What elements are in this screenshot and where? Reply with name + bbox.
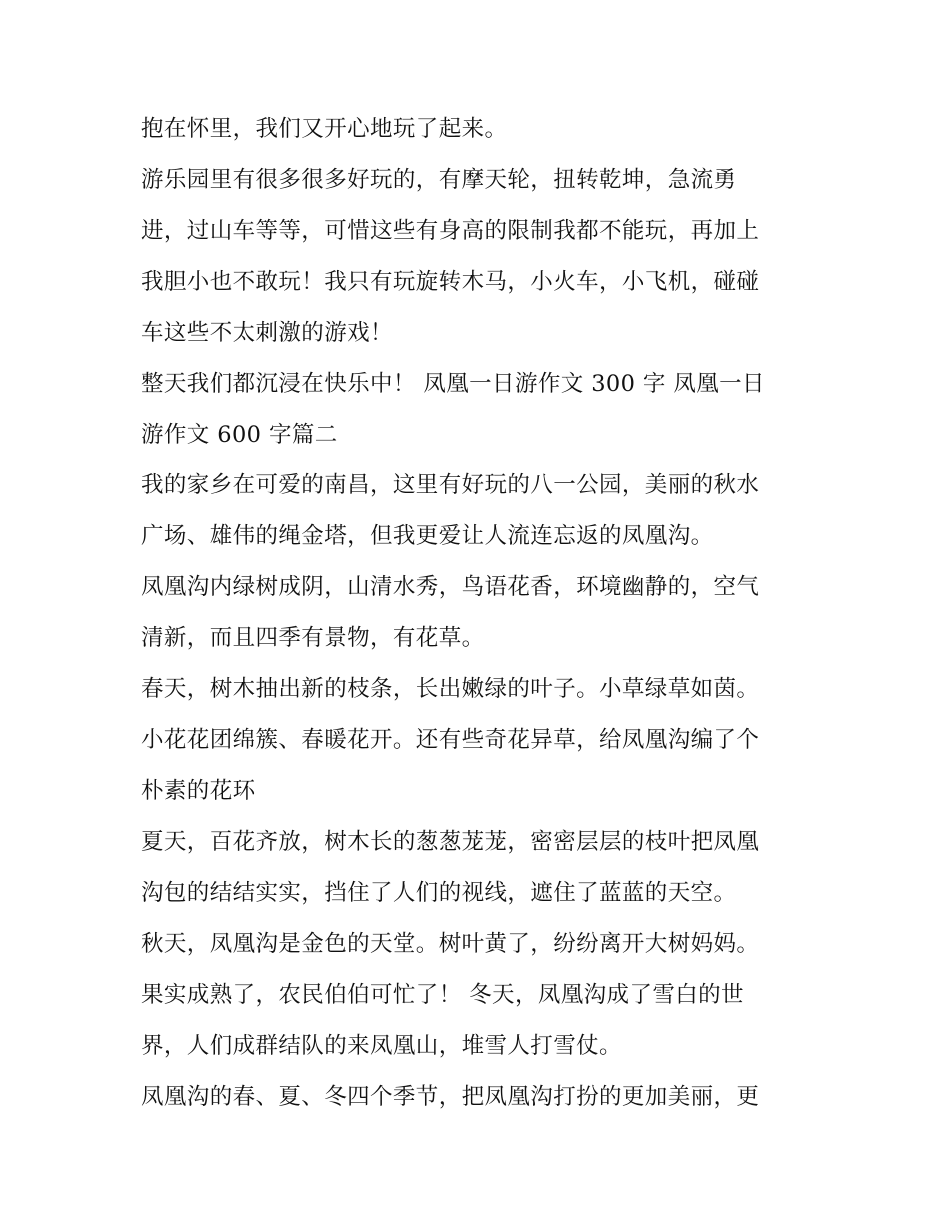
text-line: 进，过山车等等，可惜这些有身高的限制我都不能玩，再加上	[141, 218, 760, 244]
text-line: 凤凰沟的春、夏、冬四个季节，把凤凰沟打扮的更加美丽，更	[141, 1084, 760, 1110]
text-line: 小花花团绵簇、春暖花开。还有些奇花异草，给凤凰沟编了个	[141, 727, 760, 753]
text-line: 我的家乡在可爱的南昌，这里有好玩的八一公园，美丽的秋水	[141, 472, 760, 498]
text-line: 清新，而且四季有景物，有花草。	[141, 625, 485, 651]
text-line: 朴素的花环	[141, 778, 256, 804]
text-line: 车这些不太刺激的游戏！	[141, 320, 393, 346]
text-line: 广场、雄伟的绳金塔，但我更爱让人流连忘返的凤凰沟。	[141, 523, 714, 549]
text-line: 秋天，凤凰沟是金色的天堂。树叶黄了，纷纷离开大树妈妈。	[141, 931, 760, 957]
text-line: 游作文 600 字篇二	[141, 422, 338, 448]
text-line: 抱在怀里，我们又开心地玩了起来。	[141, 116, 508, 142]
text-line: 果实成熟了，农民伯伯可忙了！ 冬天，凤凰沟成了雪白的世	[141, 982, 744, 1008]
text-line: 界，人们成群结队的来凤凰山，堆雪人打雪仗。	[141, 1033, 622, 1059]
text-line: 我胆小也不敢玩！我只有玩旋转木马，小火车，小飞机，碰碰	[141, 269, 760, 295]
text-line: 沟包的结结实实，挡住了人们的视线，遮住了蓝蓝的天空。	[141, 880, 737, 906]
text-line: 夏天，百花齐放，树木长的葱葱茏茏，密密层层的枝叶把凤凰	[141, 829, 760, 855]
text-line: 整天我们都沉浸在快乐中！ 凤凰一日游作文 300 字 凤凰一日	[141, 371, 765, 397]
text-line: 春天，树木抽出新的枝条，长出嫩绿的叶子。小草绿草如茵。	[141, 676, 760, 702]
text-line: 凤凰沟内绿树成阴，山清水秀，鸟语花香，环境幽静的，空气	[141, 574, 760, 600]
text-line: 游乐园里有很多很多好玩的，有摩天轮，扭转乾坤，急流勇	[141, 167, 737, 193]
